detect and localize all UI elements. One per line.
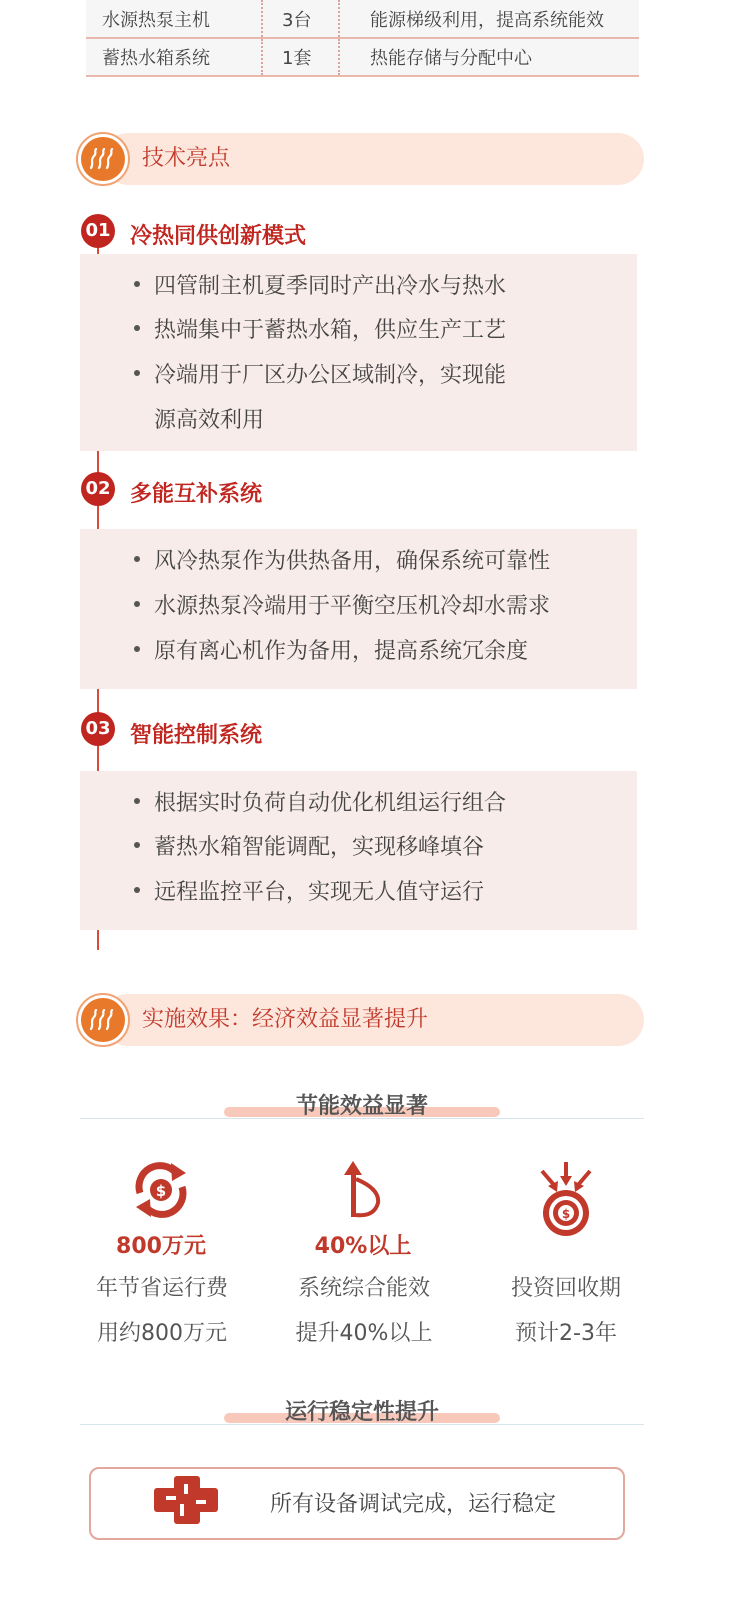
equipment-qty: 1套 — [262, 38, 339, 76]
bullet-text-continued: 源高效利用 — [154, 408, 265, 433]
bullet-dot — [134, 325, 140, 331]
bullet-text: 热端集中于蓄热水箱，供应生产工艺 — [154, 318, 507, 343]
step-title: 冷热同供创新模式 — [130, 224, 307, 249]
bullet-text: 水源热泵冷端用于平衡空压机冷却水需求 — [154, 594, 551, 619]
heat-wave-icon — [88, 1009, 118, 1031]
money-cycle-icon — [130, 1159, 192, 1221]
bullet-text: 风冷热泵作为供热备用，确保系统可靠性 — [154, 549, 551, 574]
bullet-text: 冷端用于厂区办公区域制冷，实现能 — [154, 363, 507, 388]
stat-desc-line: 用约800万元 — [97, 1321, 227, 1346]
stat-desc-line: 投资回收期 — [510, 1276, 621, 1301]
equipment-qty: 3台 — [262, 0, 339, 38]
step-number: 01 — [81, 214, 115, 248]
stability-text: 所有设备调试完成，运行稳定 — [270, 1492, 557, 1517]
bullet-text: 四管制主机夏季同时产出冷水与热水 — [154, 274, 507, 299]
bullet-text: 蓄热水箱智能调配，实现移峰填谷 — [154, 835, 485, 860]
bullet-dot — [134, 281, 140, 287]
step-number: 02 — [81, 472, 115, 506]
stat-value: 40%以上 — [314, 1234, 412, 1259]
equipment-name: 水源热泵主机 — [86, 0, 262, 38]
stat-desc-line: 提升40%以上 — [295, 1321, 433, 1346]
section-banner-effect — [76, 993, 644, 1047]
bullet-text: 根据实时负荷自动优化机组运行组合 — [154, 791, 507, 816]
banner-badge — [76, 132, 130, 186]
subheading-energy — [80, 1089, 644, 1119]
table-row — [86, 0, 639, 38]
bullet-dot — [134, 601, 140, 607]
stat-desc-line: 预计2-3年 — [515, 1321, 617, 1346]
section-title: 技术亮点 — [142, 146, 231, 171]
subheading-stability — [80, 1395, 644, 1425]
efficiency-arrow-icon — [340, 1159, 386, 1221]
equipment-role: 热能存储与分配中心 — [370, 48, 532, 69]
equipment-role: 能源梯级利用，提高系统能效 — [370, 9, 604, 31]
stat-description — [484, 1266, 648, 1356]
equipment-table — [86, 0, 639, 77]
section-title: 实施效果：经济效益显著提升 — [142, 1007, 429, 1032]
stat-desc-line: 系统综合能效 — [297, 1276, 430, 1301]
bullet-dot — [134, 887, 140, 893]
bullet-dot — [134, 370, 140, 376]
bullet-dot — [134, 646, 140, 652]
section-banner-tech — [76, 132, 644, 186]
stat-description — [80, 1266, 244, 1356]
step-title: 智能控制系统 — [130, 723, 263, 748]
svg-text:$: $ — [561, 1207, 571, 1221]
bullet-dot — [134, 798, 140, 804]
step-number: 03 — [81, 712, 115, 746]
bullet-dot — [134, 842, 140, 848]
stat-description — [282, 1266, 446, 1356]
stat-desc-line: 年节省运行费 — [95, 1276, 228, 1301]
subheading-text: 节能效益显著 — [295, 1094, 428, 1119]
heat-wave-icon — [88, 148, 118, 170]
medical-cross-icon — [152, 1474, 220, 1526]
bullet-dot — [134, 556, 140, 562]
subheading-text: 运行稳定性提升 — [284, 1400, 439, 1425]
target-icon — [534, 1159, 598, 1243]
bullet-text: 远程监控平台，实现无人值守运行 — [154, 880, 485, 905]
banner-badge — [76, 993, 130, 1047]
equipment-name: 蓄热水箱系统 — [86, 38, 262, 76]
step-title: 多能互补系统 — [130, 482, 263, 507]
stat-value: 800万元 — [116, 1234, 206, 1259]
table-row — [86, 38, 639, 76]
svg-text:$: $ — [155, 1182, 167, 1200]
bullet-text: 原有离心机作为备用，提高系统冗余度 — [154, 639, 529, 664]
